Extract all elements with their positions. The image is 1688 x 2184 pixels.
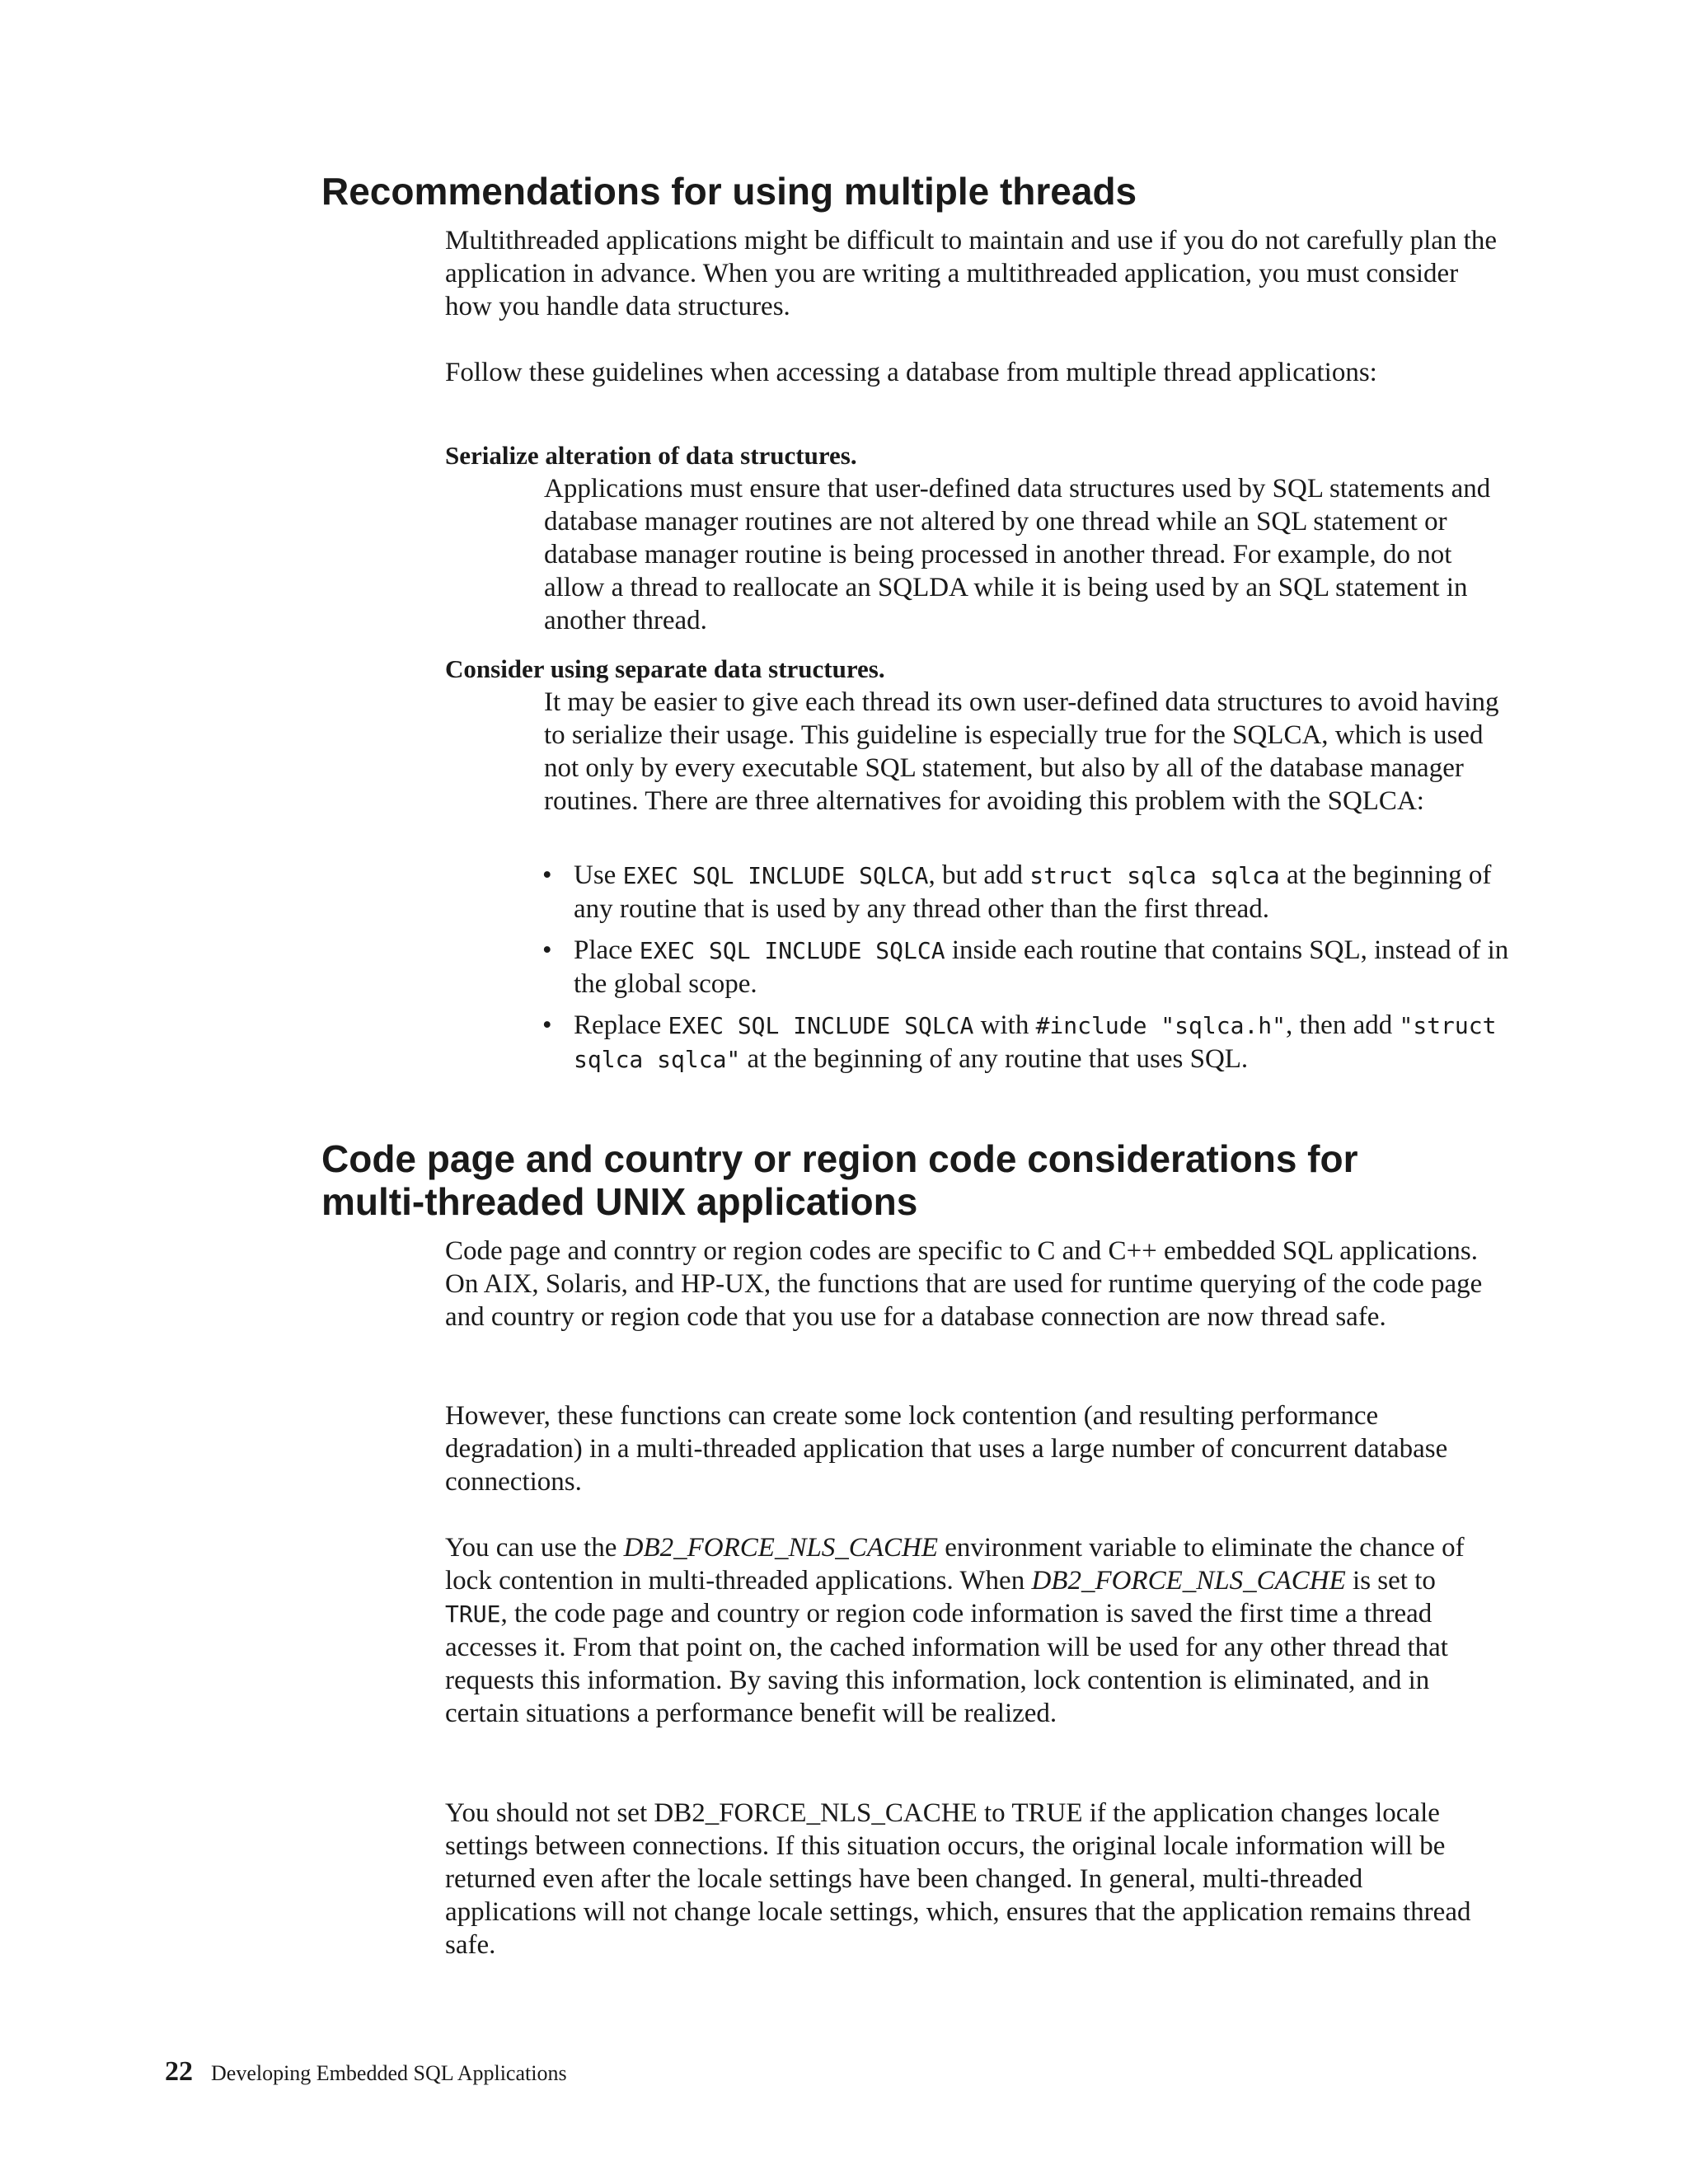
section-heading: Code page and country or region code considerations for multi-threaded UNIX applications [321,1137,1358,1223]
code-text: #include "sqlca.h" [1035,1012,1287,1039]
bullet-icon: • [542,935,552,965]
guideline-definition: It may be easier to give each thread its own user-defined data structures to avoid having to serialize their usage. This guideline is especially true for the SQLCA, which is used not only by every executable SQL statement, but also by all of the database manager routines. There are three alternatives for avoiding this problem with the SQLCA: [544,687,1499,816]
bullet-icon: • [542,860,552,890]
paragraph: You can use the DB2_FORCE_NLS_CACHE environment variable to eliminate the chance of lock contention in multi-threaded applications. When DB2_FORCE_NLS_CACHE is set to TRUE, the code page and country or region code information is saved the first time a thread accesses it. From that point on, the cached information will be used for any other thread that requests this information. By saving this information, lock contention is eliminated, and in certain situations a performance benefit will be realized. [445,1533,1465,1728]
page-number: 22 [165,2056,193,2087]
list-item: • Place EXEC SQL INCLUDE SQLCA inside each routine that contains SQL, instead of in the global scope. [542,935,1509,999]
guideline-term: Consider using separate data structures. [445,654,885,683]
bullet-icon: • [542,1010,552,1040]
page-footer [165,2057,567,2088]
section-heading: Recommendations for using multiple threads [321,170,1137,213]
paragraph: You should not set DB2_FORCE_NLS_CACHE to TRUE if the application changes locale settings between connections. If this situation occurs, the original locale information will be returned even after the locale settings have been changed. In general, multi-threaded applications will not change locale settings, which, ensures that the application remains thread safe. [445,1798,1471,1960]
alternatives-list [537,859,1510,1085]
paragraph: However, these functions can create some lock contention (and resulting performance degradation) in a multi-threaded application that uses a large number of concurrent database connections. [445,1401,1448,1497]
list-item: • Replace EXEC SQL INCLUDE SQLCA with #include "sqlca.h", then add "struct sqlca sqlca" at the beginning of any routine that uses SQL. [542,1010,1497,1074]
env-variable: DB2_FORCE_NLS_CACHE [623,1533,938,1563]
list-item: • Use EXEC SQL INCLUDE SQLCA, but add struct sqlca sqlca at the beginning of any routine that is used by any thread other than the first thread. [542,860,1492,924]
book-title: Developing Embedded SQL Applications [211,2061,567,2085]
code-text: EXEC SQL INCLUDE SQLCA [668,1012,974,1039]
code-text: EXEC SQL INCLUDE SQLCA [639,937,945,964]
code-text: struct sqlca sqlca [1029,862,1280,889]
guideline-term: Serialize alteration of data structures. [445,441,857,470]
intro-paragraph: Multithreaded applications might be difficult to maintain and use if you do not carefully plan the application in advance. When you are writing a multithreaded application, you must consider how you handle data structures. [445,226,1497,321]
guidelines-intro: Follow these guidelines when accessing a database from multiple thread applications: [445,358,1377,387]
code-text: TRUE [445,1601,501,1628]
code-text: EXEC SQL INCLUDE SQLCA [622,862,929,889]
guideline-definition: Applications must ensure that user-defined data structures used by SQL statements and database manager routines are not altered by one thread while an SQL statement or database manager routine is being processed in another thread. For example, do not allow a thread to reallocate an SQLDA while it is being used by an SQL statement in another thread. [544,474,1491,635]
code-text: "struct sqlca sqlca" [574,1012,1497,1073]
paragraph: Code page and conntry or region codes are specific to C and C++ embedded SQL applications. On AIX, Solaris, and HP-UX, the functions that are used for runtime querying of the code page and country or region code that you use for a database connection are now thread safe. [445,1236,1483,1332]
env-variable: DB2_FORCE_NLS_CACHE [1031,1566,1346,1596]
